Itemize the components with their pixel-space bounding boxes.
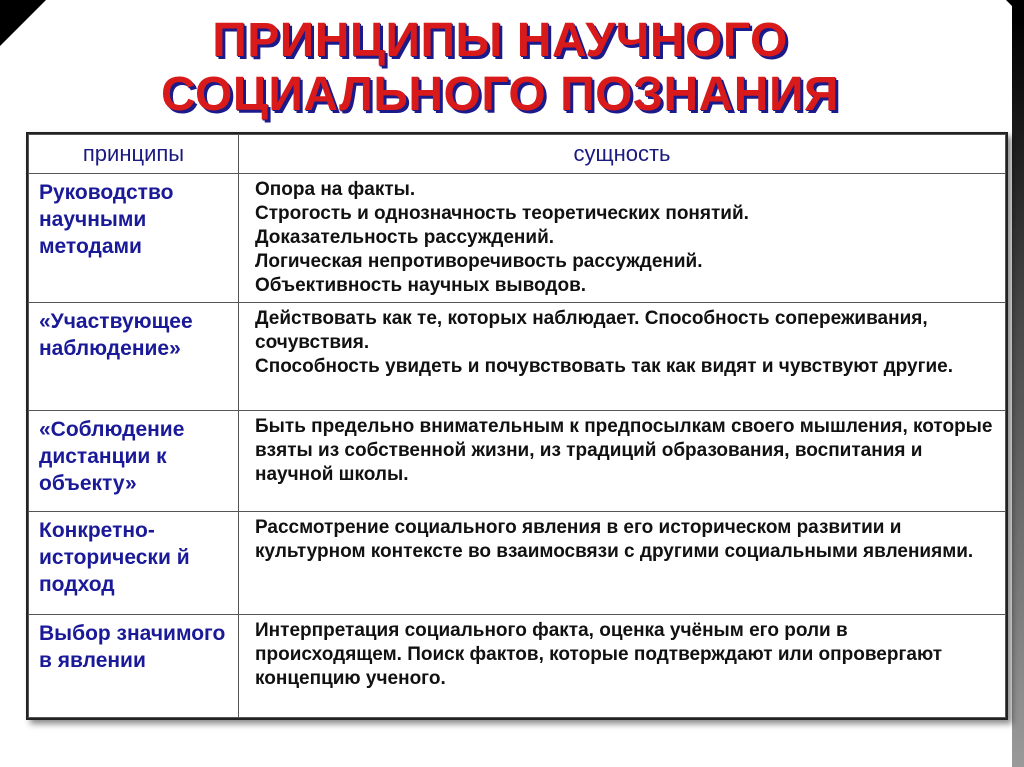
slide-title-line-1: ПРИНЦИПЫ НАУЧНОГО [212, 14, 788, 67]
corner-decoration-left [0, 0, 46, 46]
principle-cell: Руководство научными методами [29, 174, 239, 303]
header-principles: принципы [29, 135, 239, 174]
essence-line: Опора на факты. [255, 179, 416, 200]
essence-line: Быть предельно внимательным к предпосылкам своего мышления, которые взяты из собственной жизни, из традиций образования, воспитания и научной школы. [255, 416, 993, 485]
table-row [29, 174, 1006, 303]
essence-line: Рассмотрение социального явления в его историческом развитии и культурном контексте во взаимосвязи с другими социальными явлениями. [255, 517, 974, 562]
essence-cell [239, 303, 1006, 411]
slide-title [60, 14, 940, 122]
principle-cell: «Соблюдение дистанции к объекту» [29, 411, 239, 512]
essence-line: Объективность научных выводов. [255, 275, 587, 296]
essence-cell [239, 174, 1006, 303]
slide-title-line-2: СОЦИАЛЬНОГО ПОЗНАНИЯ [161, 68, 839, 121]
essence-line: Действовать как те, которых наблюдает. Способность сопереживания, сочувствия. [255, 308, 928, 353]
table-row [29, 411, 1006, 512]
essence-cell [239, 512, 1006, 615]
header-essence: сущность [239, 135, 1006, 174]
essence-line: Способность увидеть и почувствовать так как видят и чувствуют другие. [255, 356, 954, 377]
principle-cell: Выбор значимого в явлении [29, 615, 239, 718]
table-row [29, 512, 1006, 615]
essence-line: Доказательность рассуждений. [255, 227, 555, 248]
essence-line: Строгость и однозначность теоретических понятий. [255, 203, 749, 224]
right-edge-strip [1012, 0, 1024, 767]
table-row [29, 303, 1006, 411]
principles-table [26, 132, 1008, 720]
essence-line: Интерпретация социального факта, оценка учёным его роли в происходящем. Поиск фактов, которые подтверждают или опровергают концепцию ученого. [255, 620, 942, 689]
essence-line: Логическая непротиворечивость рассуждений. [255, 251, 703, 272]
essence-cell [239, 615, 1006, 718]
essence-cell [239, 411, 1006, 512]
principle-cell: «Участвующее наблюдение» [29, 303, 239, 411]
principle-cell: Конкретно-исторически й подход [29, 512, 239, 615]
table-row [29, 615, 1006, 718]
table-header-row [29, 135, 1006, 174]
